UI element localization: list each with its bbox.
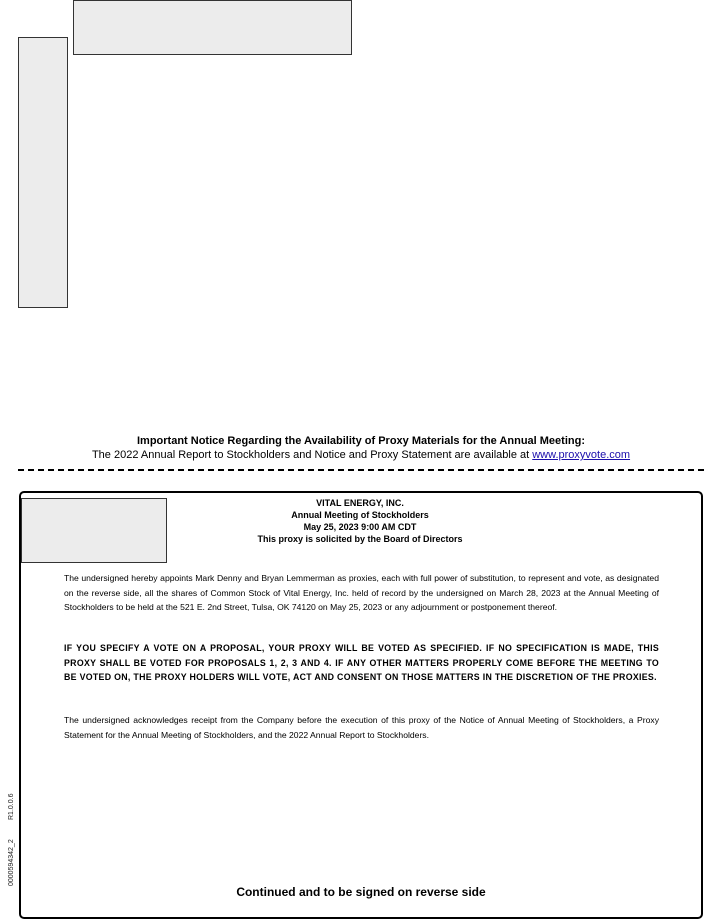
proxy-materials-notice [0,434,708,462]
notice-title: Important Notice Regarding the Availability of Proxy Materials for the Annual Meeting: [136,435,585,447]
proxy-card-header [180,497,540,545]
notice-line-text: The 2022 Annual Report to Stockholders and Notice and Proxy Statement are available at [91,449,530,461]
appointment-paragraph: The undersigned hereby appoints Mark Denny and Bryan Lemmerman as proxies, each with full power of substitution, to represent and vote, as designated on the reverse side, all the shares of Common Stock of Vital Energy, Inc. held of record by the undersigned on March 28, 2023 at the Annual Meeting of Stockholders to be held at the 521 E. 2nd Street, Tulsa, OK 74120 on May 25, 2023 or any adjournment or postponement thereof. [64,573,659,612]
proxyvote-link[interactable]: www.proxyvote.com [532,449,631,461]
logo-placeholder-box [21,498,167,563]
address-placeholder-box [73,0,352,55]
continued-footer: Continued and to be signed on reverse side [236,885,486,899]
company-name: VITAL ENERGY, INC. [316,498,404,508]
acknowledgement-paragraph: The undersigned acknowledges receipt from the Company before the execution of this proxy of the Notice of Annual Meeting of Stockholders, a Proxy Statement for the Annual Meeting of Stockholders, and the 2022 Annual Report to Stockholders. [64,715,659,740]
notice-line [0,448,708,462]
meeting-name: Annual Meeting of Stockholders [291,510,429,520]
voting-instructions-paragraph: IF YOU SPECIFY A VOTE ON A PROPOSAL, YOUR PROXY WILL BE VOTED AS SPECIFIED. IF NO SPECIFICATION IS MADE, THIS PROXY SHALL BE VOTED FOR PROPOSALS 1, 2, 3 AND 4. IF ANY OTHER MATTERS PROPERLY COME BEFORE THE MEETING TO BE VOTED ON, THE PROXY HOLDERS WILL VOTE, ACT AND CONSENT ON THOSE MATTERS IN THE DISCRETION OF THE PROXIES. [64,643,659,682]
solicitation-note: This proxy is solicited by the Board of Directors [257,534,463,544]
barcode-placeholder-box [18,37,68,308]
revision-code: R1.0.0.6 [8,793,15,820]
meeting-datetime: May 25, 2023 9:00 AM CDT [303,522,417,532]
document-code: 0000594342_2 [8,839,15,886]
detach-line [18,469,704,471]
